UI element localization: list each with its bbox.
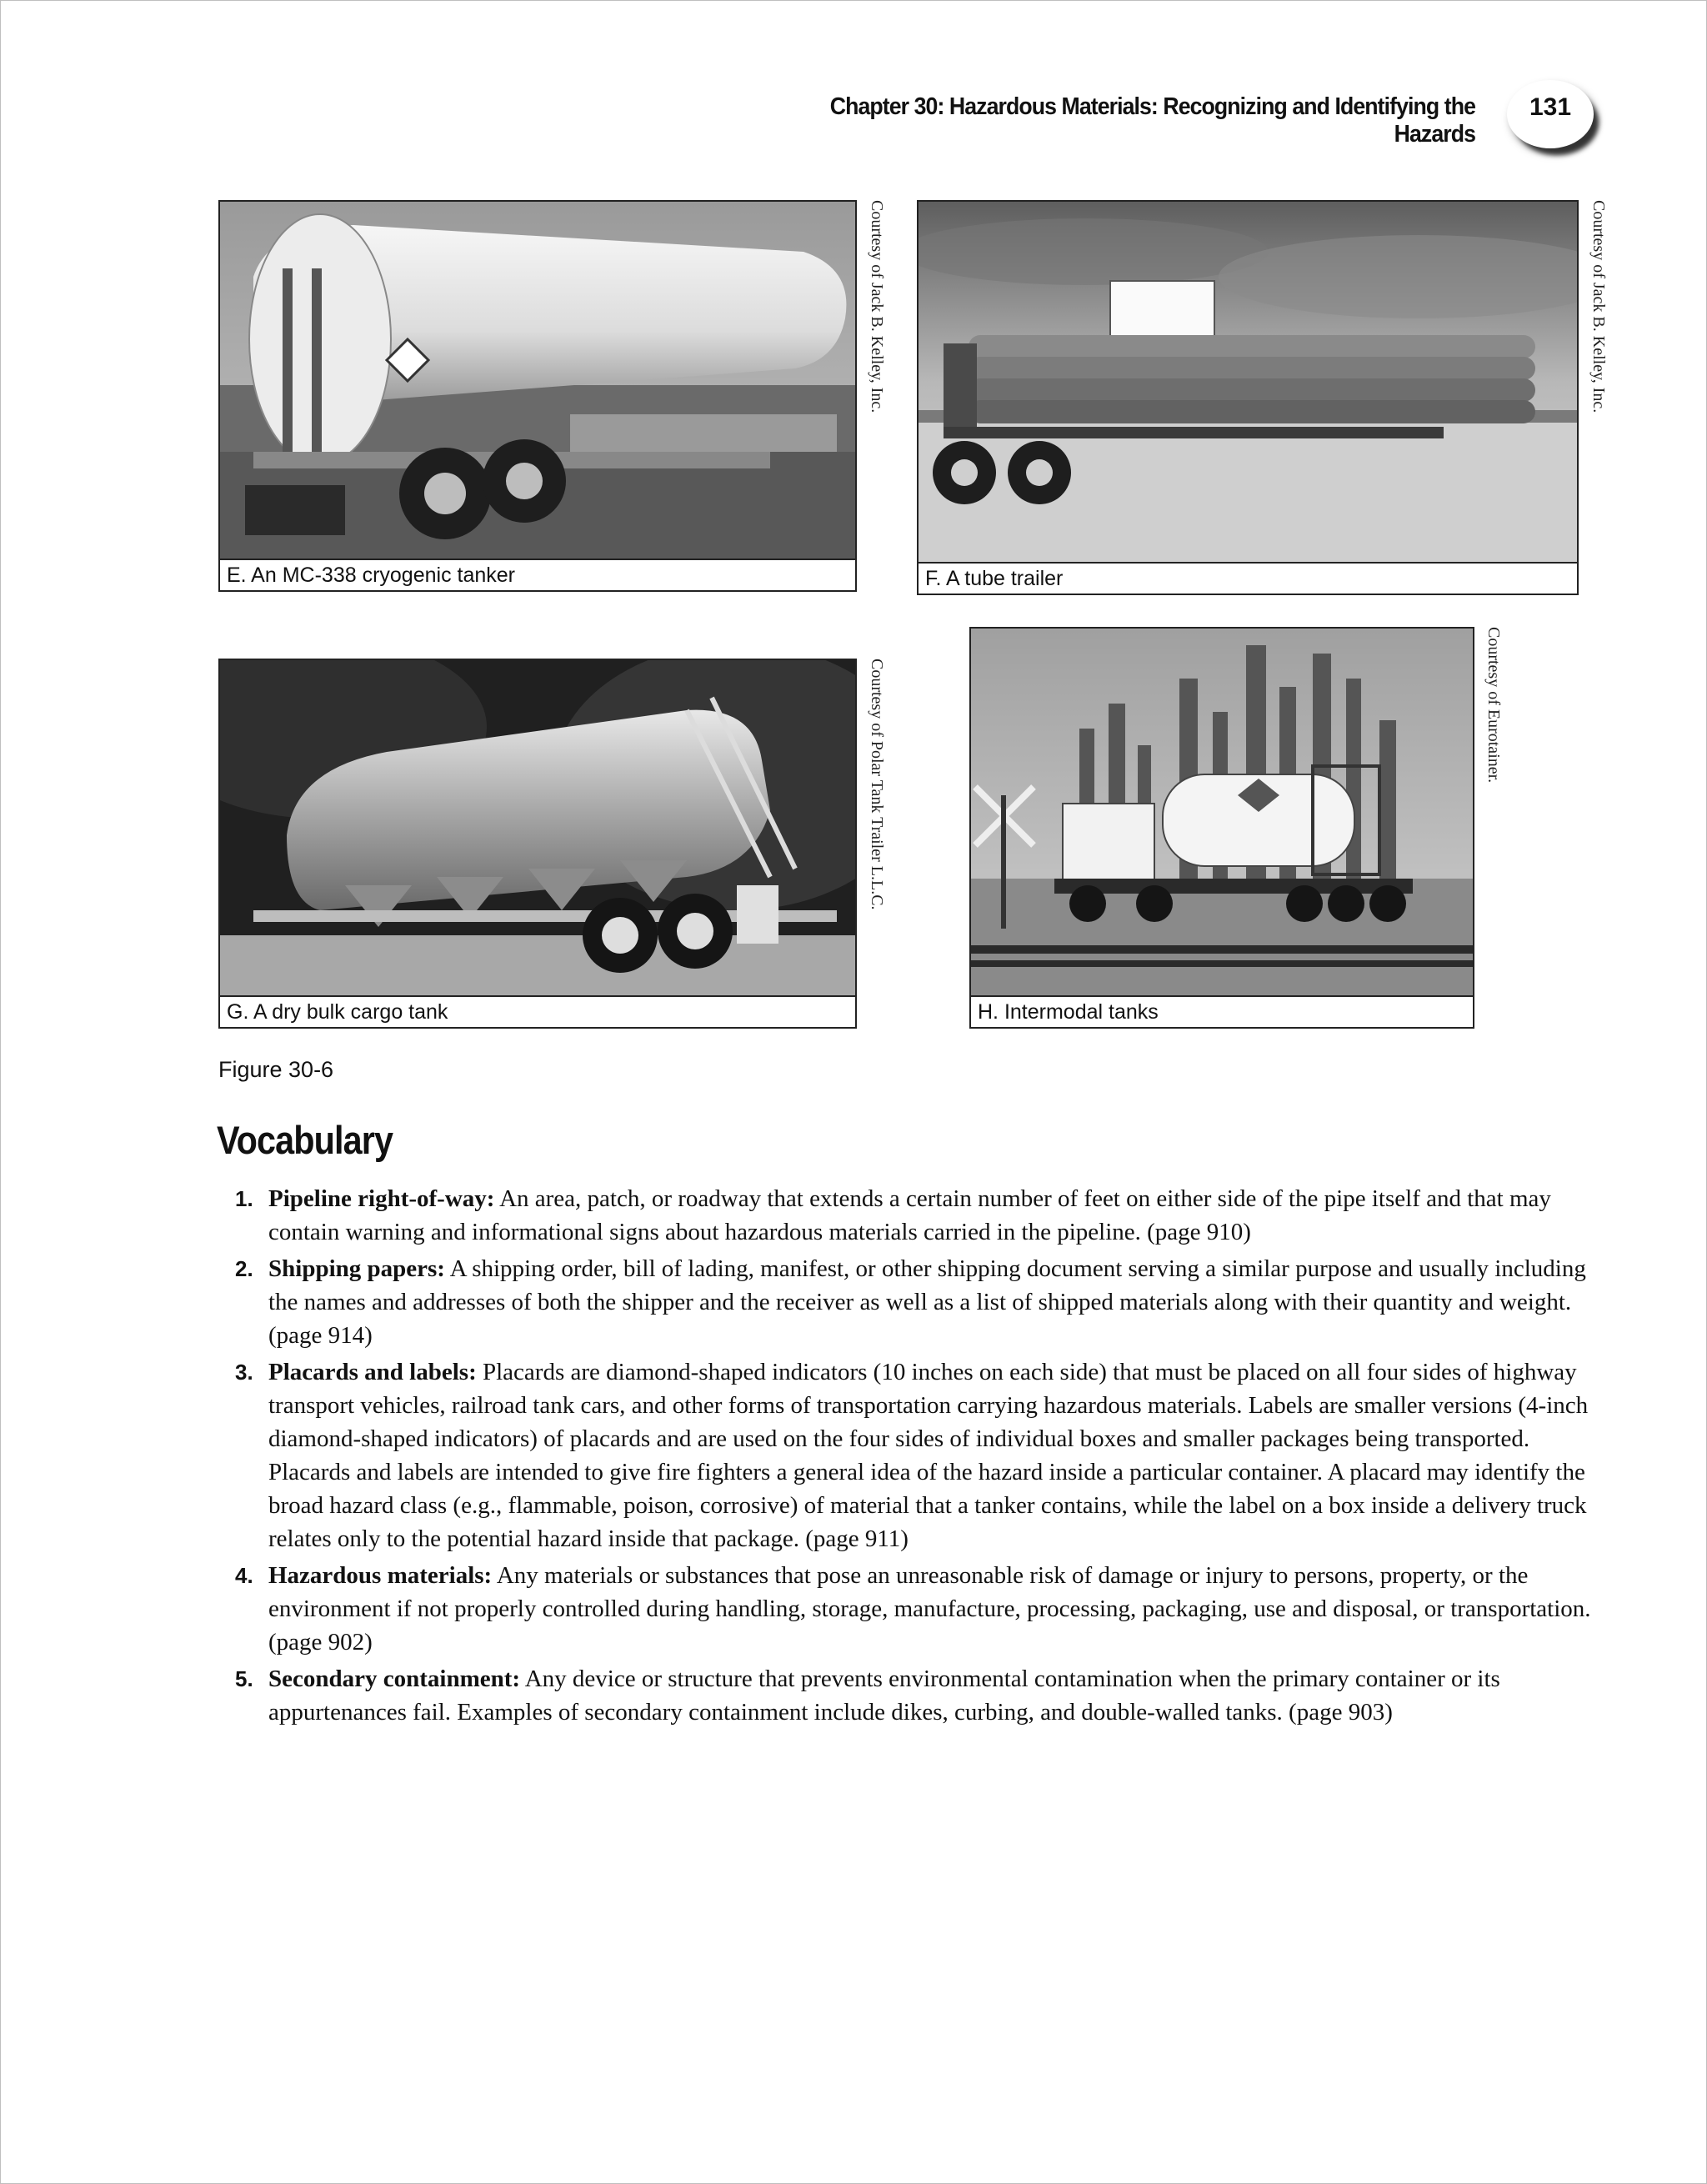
vocabulary-definition: Placards are diamond-shaped indicators (10 inches on each side) that must be placed on all four sides of highway transport vehicles, railroad tank cars, and other forms of transportation carrying hazardous materials. Labels are smaller versions (4-inch diamond-shaped indicators) of placards and are used on the four sides of individual boxes and smaller packages being transported. Placards and labels are intended to give fire fighters a general idea of the hazard inside a particular container. A placard may identify the broad hazard class (e.g., flammable, poison, corrosive) of material that a tanker contains, while the label on a box inside a delivery truck relates only to the potential hazard inside that package. (page 911) (268, 1359, 1589, 1552)
intermodal-tanks-image (971, 629, 1474, 997)
vocabulary-item (225, 1662, 1609, 1729)
vocabulary-item (225, 1559, 1609, 1659)
dry-bulk-cargo-tank-image (220, 660, 857, 997)
vocabulary-definition: An area, patch, or roadway that extends a certain number of feet on either side of the pipe itself and that may contain warning and informational signs about hazardous materials carried in the pipeline. (page 910) (268, 1185, 1551, 1245)
figure-label: Figure 30-6 (218, 1057, 334, 1082)
vocabulary-term: Hazardous materials: (268, 1562, 493, 1589)
section-title-vocabulary: Vocabulary (217, 1118, 393, 1162)
vocabulary-definition: A shipping order, bill of lading, manifest, or other shipping document serving a similar purpose and usually including the names and addresses of both the shipper and the receiver as well as a list of shipped materials along with their quantity and weight. (page 914) (268, 1255, 1586, 1349)
vocabulary-definition: Any device or structure that prevents environmental contamination when the primary container or its appurtenances fail. Examples of secondary containment include dikes, curbing, and double-walled tanks. (page 903) (268, 1666, 1500, 1726)
credit-dry-bulk-cargo-tank: Courtesy of Polar Tank Trailer L.L.C. (868, 659, 886, 910)
caption-intermodal-tanks: H. Intermodal tanks (971, 995, 1473, 1027)
credit-intermodal-tanks: Courtesy of Eurotainer. (1484, 627, 1503, 784)
running-head: Chapter 30: Hazardous Materials: Recognizing and Identifying the Hazards (829, 93, 1475, 148)
vocabulary-item-number: 1. (235, 1186, 253, 1211)
photo-cryogenic-tanker (218, 200, 857, 592)
vocabulary-item-number: 5. (235, 1666, 253, 1691)
page-number-badge (1507, 80, 1594, 148)
caption-cryogenic-tanker: E. An MC-338 cryogenic tanker (220, 559, 855, 590)
vocabulary-item-number: 4. (235, 1563, 253, 1588)
photo-tube-trailer (917, 200, 1579, 595)
vocabulary-term: Placards and labels: (268, 1359, 477, 1385)
credit-cryogenic-tanker: Courtesy of Jack B. Kelley, Inc. (868, 200, 886, 413)
photo-intermodal-tanks (969, 627, 1474, 1029)
vocabulary-item-number: 2. (235, 1256, 253, 1281)
tube-trailer-image (919, 202, 1579, 564)
photo-dry-bulk-cargo-tank (218, 659, 857, 1029)
vocabulary-item (225, 1355, 1609, 1555)
vocabulary-item (225, 1252, 1609, 1352)
credit-tube-trailer: Courtesy of Jack B. Kelley, Inc. (1589, 200, 1608, 413)
vocabulary-definition: Any materials or substances that pose an unreasonable risk of damage or injury to persons, property, or the environment if not properly controlled during handling, storage, manufacture, processing, packaging, use and disposal, or transportation. (page 902) (268, 1562, 1591, 1656)
caption-tube-trailer: F. A tube trailer (919, 562, 1577, 594)
vocabulary-term: Pipeline right-of-way: (268, 1185, 495, 1212)
vocabulary-term: Secondary containment: (268, 1666, 521, 1692)
vocabulary-term: Shipping papers: (268, 1255, 445, 1282)
page-number: 131 (1529, 93, 1572, 121)
vocabulary-item-number: 3. (235, 1360, 253, 1385)
vocabulary-list (225, 1182, 1609, 1732)
vocabulary-item (225, 1182, 1609, 1249)
caption-dry-bulk-cargo-tank: G. A dry bulk cargo tank (220, 995, 855, 1027)
cryogenic-tanker-image (220, 202, 857, 560)
